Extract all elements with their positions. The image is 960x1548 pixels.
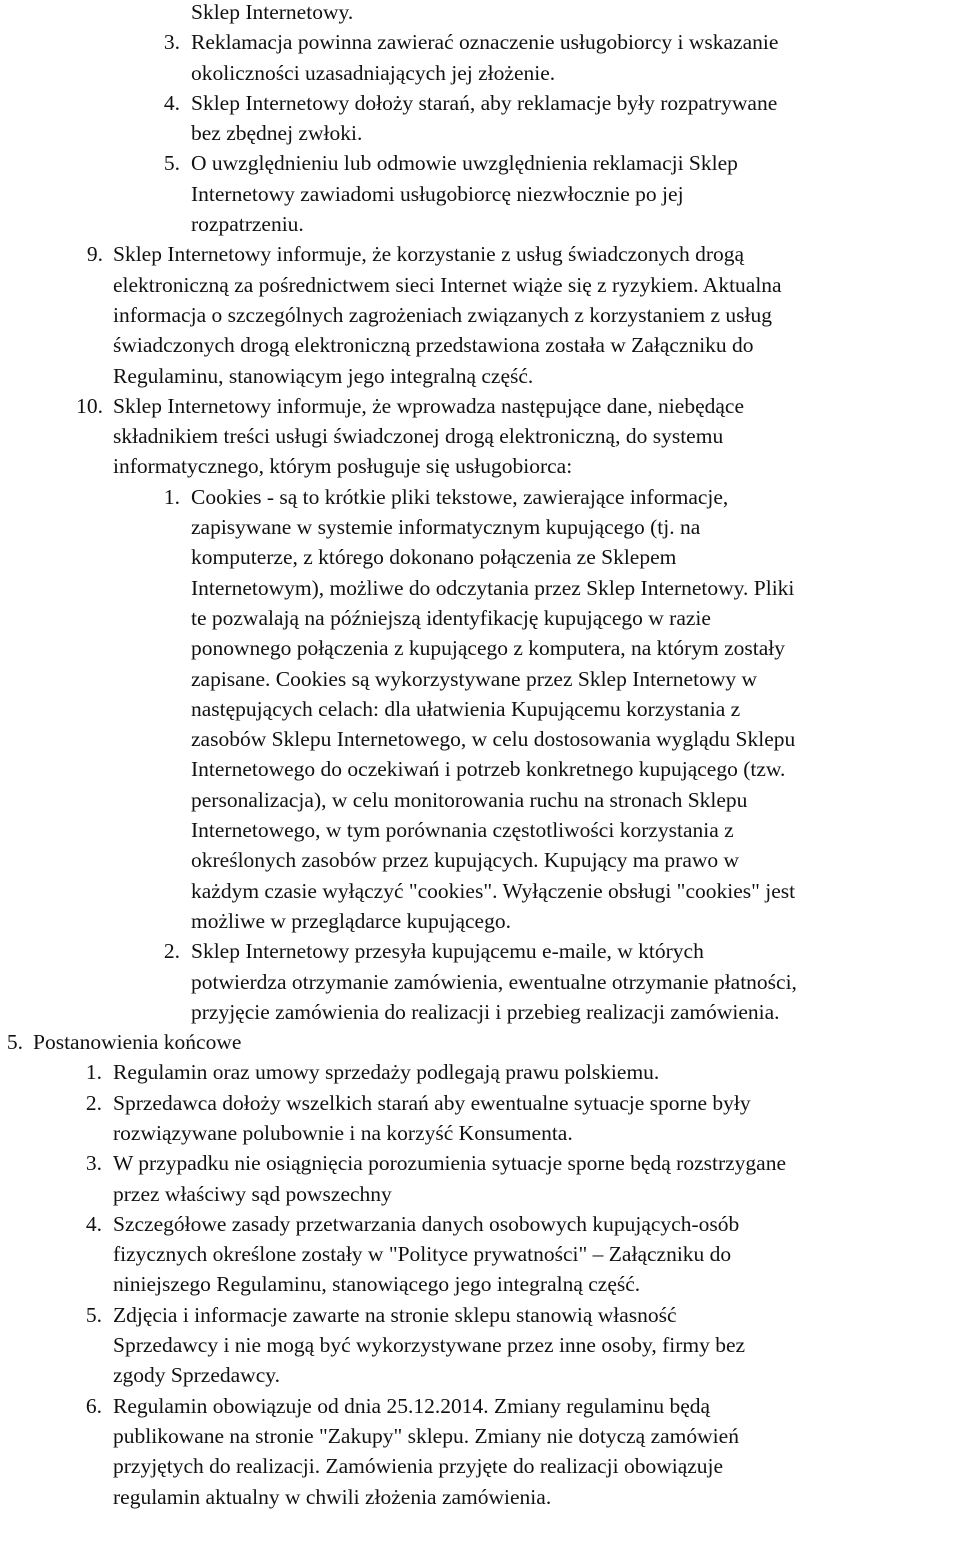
item-number: 5. [85, 1302, 102, 1327]
section-number: 5. [6, 1030, 23, 1055]
item-text: Sprzedawca dołoży wszelkich starań aby ewentualne sytuacje sporne były rozwiązywane polubownie i na korzyść Konsumenta. [113, 1090, 751, 1145]
final-item-5 [0, 1300, 960, 1391]
item-number: 1. [163, 484, 180, 509]
item-number: 6. [85, 1393, 102, 1418]
item-number: 1. [85, 1060, 102, 1085]
item-number: 3. [85, 1151, 102, 1176]
final-item-6 [0, 1391, 960, 1512]
item-text: W przypadku nie osiągnięcia porozumienia sytuacje sporne będą rozstrzygane przez właściwy sąd powszechny [113, 1151, 787, 1206]
emails-item [0, 936, 960, 1027]
item-text: Sklep Internetowy informuje, że wprowadza następujące dane, niebędące składnikiem treści usługi świadczonej drogą elektroniczną, do systemu informatycznego, którym posługuje się usługobiorca: [113, 393, 744, 479]
item-number: 5. [163, 151, 180, 176]
cookies-item [0, 482, 960, 936]
item-text: Cookies - są to krótkie pliki tekstowe, zawierające informacje, zapisywane w systemie informatycznym kupującego (tj. na komputerze, z którego dokonano połączenia ze Sklepem Internetowym), możliwe do odczytania przez Sklep Internetowy. Pliki te pozwalają na późniejszą identyfikację kupującego w razie ponownego połączenia z kupującego z komputera, na którym zostały zapisane. Cookies są wykorzystywane przez Sklep Internetowy w następujących celach: dla ułatwienia Kupującemu korzystania z zasobów Sklepu Internetowego, w celu dostosowania wyglądu Sklepu Internetowego do oczekiwań i potrzeb konkretnego kupującego (tzw. personalizacja), w celu monitorowania ruchu na stronach Sklepu Internetowego, w tym porównania częstotliwości korzystania z określonych zasobów przez kupujących. Kupujący ma prawo w każdym czasie wyłączyć "cookies". Wyłączenie obsługi "cookies" jest możliwe w przeglądarce kupującego. [191, 484, 796, 933]
complaint-item-4 [0, 88, 960, 149]
item-text: Reklamacja powinna zawierać oznaczenie usługobiorcy i wskazanie okoliczności uzasadniających jej złożenie. [191, 30, 779, 85]
item-text: Regulamin obowiązuje od dnia 25.12.2014. Zmiany regulaminu będą publikowane na stronie "Zakupy" sklepu. Zmiany nie dotyczą zamówień przyjętych do realizacji. Zamówienia przyjęte do realizacji obowiązuje regulamin aktualny w chwili złożenia zamówienia. [113, 1393, 739, 1509]
item-number: 4. [163, 90, 180, 115]
point-10 [0, 391, 960, 482]
item-number: 2. [85, 1090, 102, 1115]
complaint-item-3 [0, 27, 960, 88]
point-9 [0, 239, 960, 390]
item-text: Sklep Internetowy informuje, że korzystanie z usług świadczonych drogą elektroniczną za pośrednictwem sieci Internet wiąże się z ryzykiem. Aktualna informacja o szczególnych zagrożeniach związanych z korzystaniem z usług świadczonych drogą elektroniczną przedstawiona została w Załączniku do Regulaminu, stanowiącym jego integralną część. [113, 242, 782, 388]
complaint-item-5 [0, 148, 960, 239]
final-item-3 [0, 1148, 960, 1209]
final-item-1 [0, 1057, 960, 1087]
item-text: Szczegółowe zasady przetwarzania danych osobowych kupujących-osób fizycznych określone zostały w "Polityce prywatności" – Załączniku do niniejszego Regulaminu, stanowiącego jego integralną część. [113, 1211, 740, 1297]
item-text: Zdjęcia i informacje zawarte na stronie sklepu stanowią własność Sprzedawcy i nie mogą być wykorzystywane przez inne osoby, firmy bez zgody Sprzedawcy. [113, 1302, 746, 1388]
item-text: O uwzględnieniu lub odmowie uwzględnienia reklamacji Sklep Internetowy zawiadomi usługobiorcę niezwłocznie po jej rozpatrzeniu. [191, 151, 738, 237]
item-number: 4. [85, 1211, 102, 1236]
section-title: Postanowienia końcowe [33, 1030, 242, 1055]
item-text: Sklep Internetowy dołoży starań, aby reklamacje były rozpatrywane bez zbędnej zwłoki. [191, 90, 778, 146]
item-number: 9. [86, 242, 103, 267]
continuation-text: Sklep Internetowy. [191, 0, 354, 24]
item-number: 10. [76, 393, 103, 418]
final-item-4 [0, 1209, 960, 1300]
item-text: Sklep Internetowy przesyła kupującemu e-maile, w których potwierdza otrzymanie zamówienia, ewentualne otrzymanie płatności, przyjęcie zamówienia do realizacji i przebieg realizacji zamówienia. [191, 939, 797, 1024]
item-text: Regulamin oraz umowy sprzedaży podlegają prawu polskiemu. [113, 1060, 660, 1085]
section-heading-5 [0, 1027, 960, 1057]
item-number: 2. [163, 939, 180, 964]
final-item-2 [0, 1088, 960, 1149]
item-number: 3. [163, 30, 180, 55]
continuation-line [0, 0, 960, 27]
